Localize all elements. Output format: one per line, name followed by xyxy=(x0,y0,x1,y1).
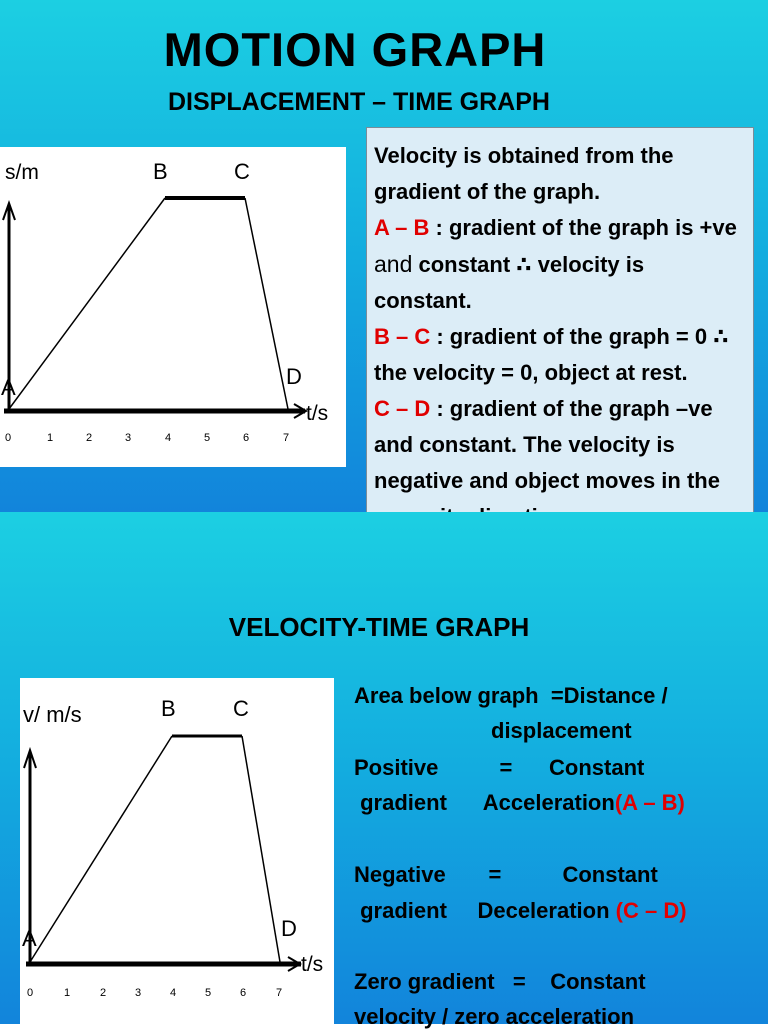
point-d-label: D xyxy=(281,916,297,941)
slide-displacement-time xyxy=(0,0,768,512)
note-zero-line-1: Zero gradient = Constant xyxy=(354,969,646,994)
note-positive-line-1: Positive = Constant xyxy=(354,755,645,780)
point-c-label: C xyxy=(234,159,250,184)
tick-4: 4 xyxy=(170,987,177,999)
displacement-time-graph xyxy=(0,147,346,467)
tick-5: 5 xyxy=(204,432,211,444)
tick-5: 5 xyxy=(205,987,212,999)
tick-4: 4 xyxy=(165,432,172,444)
ab-and: and xyxy=(374,251,413,277)
negative-gradient-text: gradient Deceleration xyxy=(354,898,616,923)
tick-7: 7 xyxy=(276,987,283,999)
tick-6: 6 xyxy=(243,432,250,444)
segment-cd xyxy=(242,736,280,962)
x-tick-labels xyxy=(27,987,282,999)
tick-1: 1 xyxy=(64,987,71,999)
point-d-label: D xyxy=(286,364,302,389)
ab-explanation xyxy=(374,210,747,319)
velocity-explanation-box xyxy=(366,127,754,575)
tick-6: 6 xyxy=(240,987,247,999)
note-area-line-2: displacement xyxy=(491,718,632,743)
point-a-label: A xyxy=(1,375,16,400)
note-positive-line-2 xyxy=(354,785,685,821)
positive-ref: (A – B) xyxy=(614,790,685,815)
positive-gradient-text: gradient Acceleration xyxy=(354,790,615,815)
bc-explanation xyxy=(374,319,747,391)
main-title: MOTION GRAPH xyxy=(163,23,547,76)
ab-label: A – B xyxy=(374,215,430,240)
x-axis-label: t/s xyxy=(301,953,324,976)
y-axis-label: v/ m/s xyxy=(23,702,82,727)
tick-1: 1 xyxy=(47,432,54,444)
velocity-time-title: VELOCITY-TIME GRAPH xyxy=(228,612,530,642)
cd-label: C – D xyxy=(374,396,431,421)
bc-text: : gradient of the graph = 0 ∴ the velocity = 0, object at rest. xyxy=(374,324,729,385)
negative-ref: (C – D) xyxy=(615,898,687,923)
point-a-label: A xyxy=(22,926,37,951)
note-zero-line-2: velocity / zero acceleration xyxy=(354,1004,635,1029)
cd-text: : gradient of the graph –ve and constant. The velocity is negative and object moves in the xyxy=(374,396,720,493)
tick-2: 2 xyxy=(86,432,93,444)
tick-3: 3 xyxy=(125,432,132,444)
point-b-label: B xyxy=(153,159,168,184)
point-c-label: C xyxy=(233,696,249,721)
note-area-line-1: Area below graph =Distance / xyxy=(354,683,668,708)
tick-2: 2 xyxy=(100,987,107,999)
velocity-time-graph xyxy=(20,678,334,1024)
intro-text: Velocity is obtained from the gradient of the graph. xyxy=(374,143,674,204)
y-axis-label: s/m xyxy=(5,161,39,184)
note-negative-line-2 xyxy=(354,893,687,929)
tick-3: 3 xyxy=(135,987,142,999)
segment-ab xyxy=(9,198,165,409)
x-tick-labels xyxy=(5,432,289,444)
tick-0: 0 xyxy=(5,432,12,444)
segment-cd xyxy=(245,198,288,409)
x-axis-label: t/s xyxy=(306,402,329,425)
bc-label: B – C xyxy=(374,324,431,349)
ab-text-1: : gradient of the graph is +ve xyxy=(429,215,737,240)
tick-0: 0 xyxy=(27,987,34,999)
ab-text-2: constant ∴ velocity is constant. xyxy=(374,252,645,313)
point-b-label: B xyxy=(161,696,176,721)
note-negative-line-1: Negative = Constant xyxy=(354,862,658,887)
tick-7: 7 xyxy=(283,432,290,444)
subtitle-displacement-time: DISPLACEMENT – TIME GRAPH xyxy=(168,88,550,116)
segment-ab xyxy=(30,736,172,962)
